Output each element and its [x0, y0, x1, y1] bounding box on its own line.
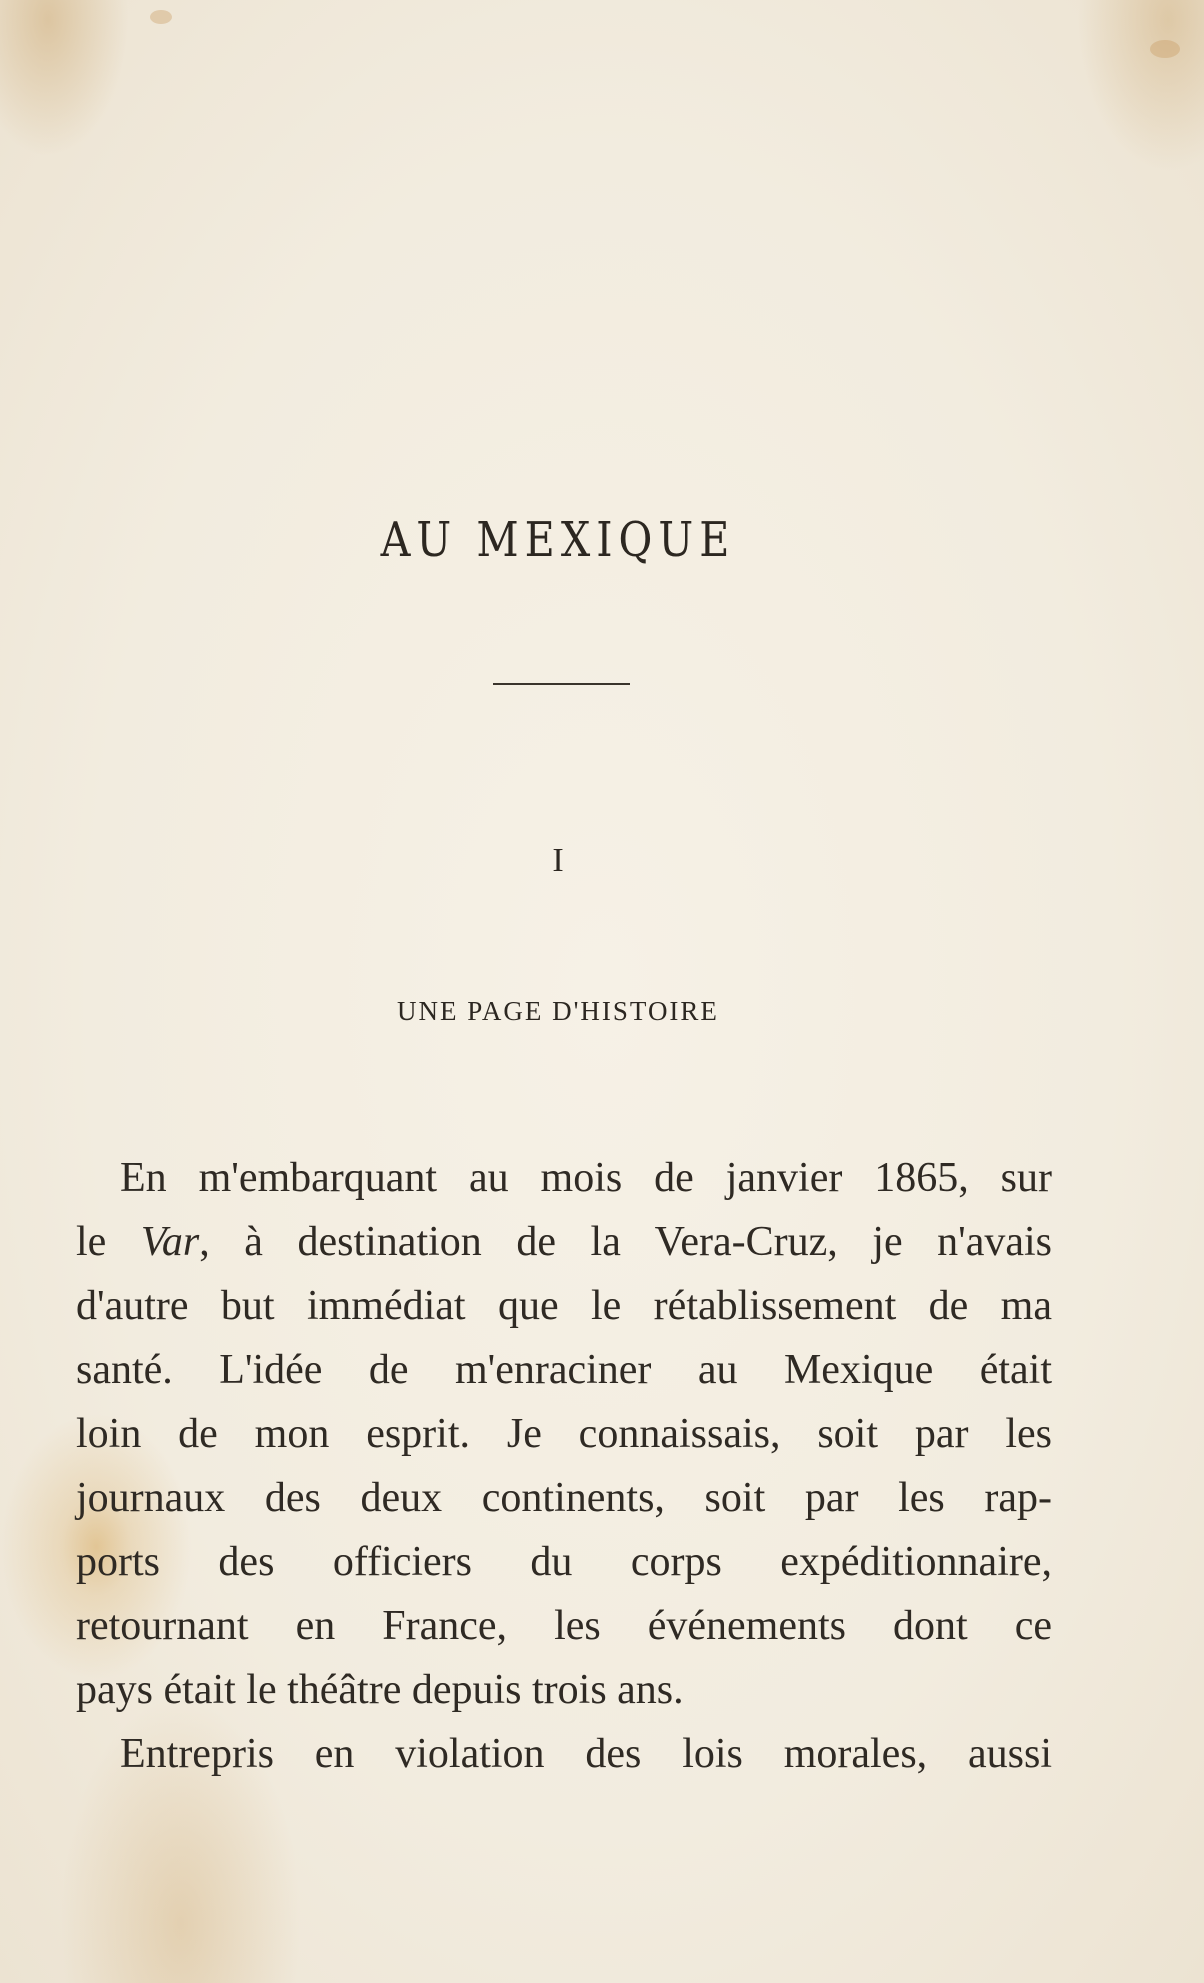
- title-divider: [493, 683, 630, 685]
- text-line: ports des officiers du corps expéditionnaire,: [76, 1539, 1052, 1585]
- text-line: santé. L'idée de m'enraciner au Mexique était: [76, 1347, 1052, 1393]
- text-line: retournant en France, les événements dont ce: [76, 1603, 1052, 1649]
- paper-stain: [1150, 40, 1180, 58]
- text-line: journaux des deux continents, soit par les rap-: [76, 1475, 1052, 1521]
- ship-name: Var: [140, 1219, 200, 1265]
- text-line: pays était le théâtre depuis trois ans.: [76, 1667, 684, 1713]
- text-line: loin de mon esprit. Je connaissais, soit par les: [76, 1411, 1052, 1457]
- paper-stain: [150, 10, 172, 24]
- text-line: d'autre but immédiat que le rétablissement de ma: [76, 1283, 1052, 1329]
- text-line: En m'embarquant au mois de janvier 1865, sur: [120, 1155, 1052, 1201]
- section-numeral: I: [552, 842, 564, 879]
- section-heading: UNE PAGE D'HISTOIRE: [397, 996, 719, 1026]
- text-line: Entrepris en violation des lois morales, aussi: [120, 1731, 1052, 1777]
- chapter-title: AU MEXIQUE: [380, 512, 736, 568]
- text-line: le Var, à destination de la Vera-Cruz, je n'avais: [76, 1219, 1053, 1265]
